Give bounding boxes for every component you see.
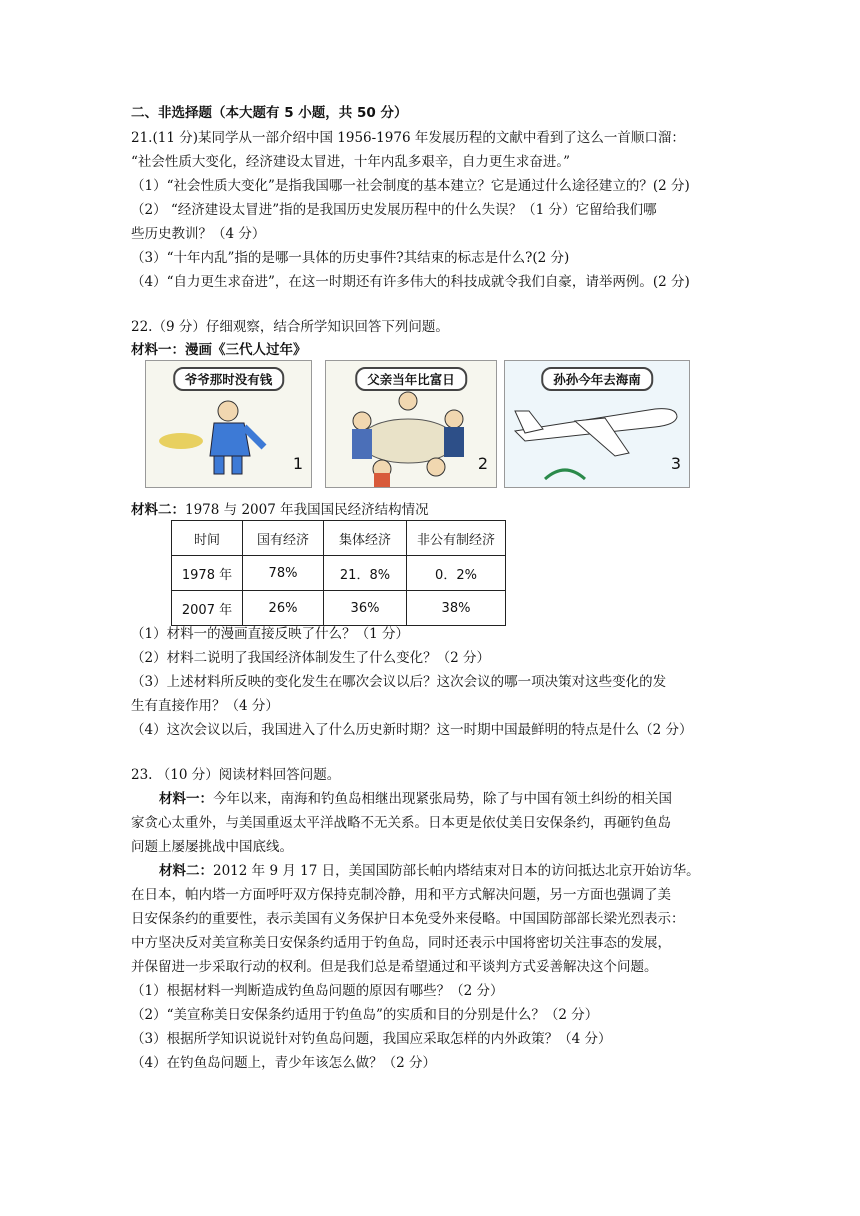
table-header-row	[172, 521, 506, 556]
table-cell: 78%	[243, 556, 324, 591]
q23-material1-text: 今年以来，南海和钓鱼岛相继出现紧张局势，除了与中国有领土纠纷的相关国	[213, 791, 672, 807]
q23-material2-line-3: 日安保条约的重要性，表示美国有义务保护日本免受外来侵略。中国国防部部长梁光烈表示：	[131, 911, 685, 927]
q22-material2-text: 1978 与 2007 年我国国民经济结构情况	[185, 502, 429, 518]
cartoon-caption-2: 父亲当年比富日	[355, 367, 467, 391]
cartoon-panel-3	[504, 360, 690, 488]
table-cell: 1978 年	[172, 556, 243, 591]
q23-intro: 23. （10 分）阅读材料回答问题。	[131, 767, 341, 783]
table-header-cell: 时间	[172, 521, 243, 556]
q23-material2-line-1	[159, 859, 700, 883]
table-cell: 36%	[324, 591, 407, 626]
q21-line-4: （2） “经济建设太冒进”指的是我国历史发展历程中的什么失误？（1 分）它留给我们哪	[131, 202, 657, 218]
table-row	[172, 591, 506, 626]
q21-line-7: （4）“自力更生求奋进”，在这一时期还有许多伟大的科技成就令我们自豪，请举两例。(2 分)	[131, 274, 690, 290]
economy-structure-table	[171, 520, 506, 626]
table-row	[172, 556, 506, 591]
q21-line-1: 21.(11 分)某同学从一部介绍中国 1956-1976 年发展历程的文献中看到了这么一首顺口溜：	[131, 130, 685, 146]
q23-material1-line-3: 问题上屡屡挑战中国底线。	[131, 839, 293, 855]
table-cell: 2007 年	[172, 591, 243, 626]
cartoon-caption-1: 爷爷那时没有钱	[173, 367, 285, 391]
q21-line-3: （1）“社会性质大变化”是指我国哪一社会制度的基本建立？它是通过什么途径建立的？(2 分)	[131, 178, 690, 194]
table-cell: 38%	[407, 591, 506, 626]
q22-question-1: （1）材料一的漫画直接反映了什么？（1 分）	[131, 626, 409, 642]
cartoon-panel-1	[145, 360, 312, 488]
q23-material2-line-2: 在日本，帕内塔一方面呼吁双方保持克制冷静，用和平方式解决问题，另一方面也强调了美	[131, 887, 671, 903]
table-header-cell: 国有经济	[243, 521, 324, 556]
q23-material1-line-1	[159, 787, 672, 811]
section-title: 二、非选择题（本大题有 5 小题，共 50 分）	[131, 105, 408, 121]
q21-line-6: （3）“十年内乱”指的是哪一具体的历史事件?其结束的标志是什么?(2 分)	[131, 250, 570, 266]
q22-material1-label: 材料一：漫画《三代人过年》	[131, 342, 307, 358]
cartoon-panel-2	[325, 360, 497, 488]
q21-line-2: “社会性质大变化，经济建设太冒进，十年内乱多艰辛，自力更生求奋进。”	[131, 154, 571, 170]
cartoon-caption-3: 孙孙今年去海南	[541, 367, 653, 391]
q23-question-1: （1）根据材料一判断造成钓鱼岛问题的原因有哪些？（2 分）	[131, 983, 504, 999]
table-cell: 0．2%	[407, 556, 506, 591]
q22-question-2: （2）材料二说明了我国经济体制发生了什么变化？（2 分）	[131, 650, 490, 666]
q23-question-4: （4）在钓鱼岛问题上，青少年该怎么做？（2 分）	[131, 1055, 436, 1071]
cartoon-number-3: 3	[670, 454, 681, 473]
q23-question-2: （2）“美宣称美日安保条约适用于钓鱼岛”的实质和目的分别是什么？（2 分）	[131, 1007, 599, 1023]
q23-material2-label: 材料二：	[159, 863, 213, 879]
q23-material2-line-5: 并保留进一步采取行动的权利。但是我们总是希望通过和平谈判方式妥善解决这个问题。	[131, 959, 658, 975]
table-header-cell: 非公有制经济	[407, 521, 506, 556]
table-cell: 21．8%	[324, 556, 407, 591]
table-cell: 26%	[243, 591, 324, 626]
q23-material1-label: 材料一：	[159, 791, 213, 807]
q23-material1-line-2: 家贪心太重外，与美国重返太平洋战略不无关系。日本更是依仗美日安保条约，再砸钓鱼岛	[131, 815, 671, 831]
q22-material2-line	[131, 498, 429, 522]
table-header-cell: 集体经济	[324, 521, 407, 556]
q23-material2-text: 2012 年 9 月 17 日，美国国防部长帕内塔结束对日本的访问抵达北京开始访华。	[213, 863, 700, 879]
q23-material2-line-4: 中方坚决反对美宣称美日安保条约适用于钓鱼岛，同时还表示中国将密切关注事态的发展，	[131, 935, 671, 951]
cartoon-number-1: 1	[292, 454, 303, 473]
q22-material2-label: 材料二：	[131, 502, 185, 518]
q22-question-3-cont: 生有直接作用？（4 分）	[131, 698, 279, 714]
q22-intro: 22.（9 分）仔细观察，结合所学知识回答下列问题。	[131, 319, 449, 335]
q23-question-3: （3）根据所学知识说说针对钓鱼岛问题，我国应采取怎样的内外政策？（4 分）	[131, 1031, 612, 1047]
q21-line-5: 些历史教训？（4 分）	[131, 226, 266, 242]
q22-question-4: （4）这次会议以后，我国进入了什么历史新时期？这一时期中国最鲜明的特点是什么（2 分）	[131, 722, 693, 738]
cartoon-number-2: 2	[477, 454, 488, 473]
q22-question-3: （3）上述材料所反映的变化发生在哪次会议以后？这次会议的哪一项决策对这些变化的发	[131, 674, 667, 690]
